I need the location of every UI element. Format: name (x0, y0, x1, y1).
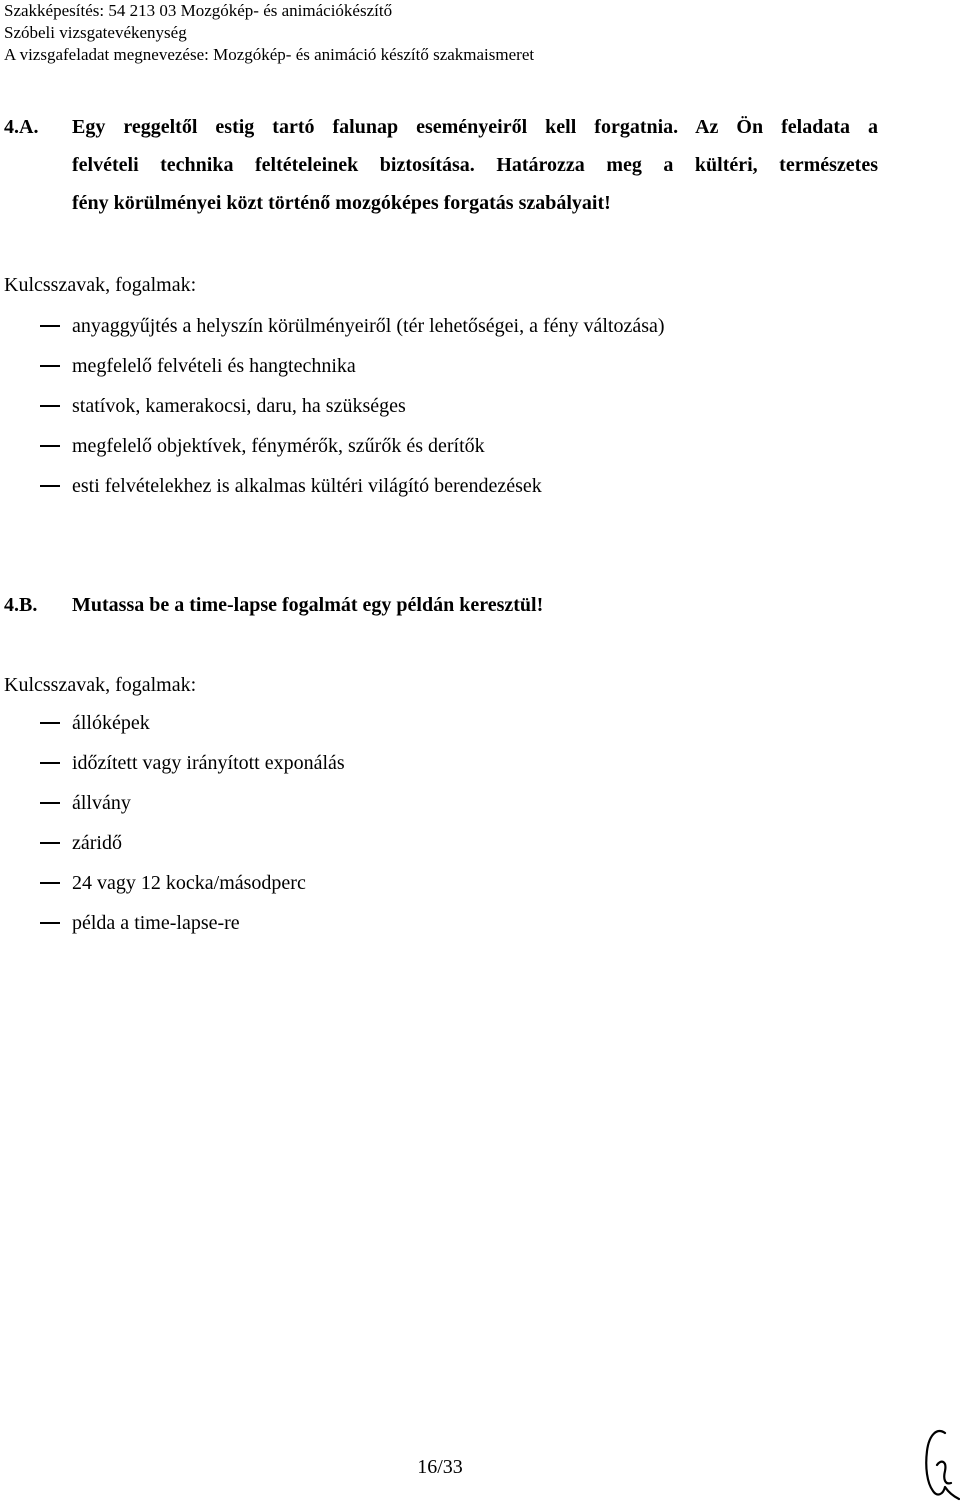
task-a-line: Egy reggeltől estig tartó falunap eseményeiről kell forgatnia. Az Ön feladata a (72, 116, 878, 138)
task-a-text (72, 108, 878, 222)
keyword-text: állóképek (72, 712, 150, 734)
header-task-name: A vizsgafeladat megnevezése: Mozgókép- és animáció készítő szakmaismeret (4, 45, 535, 64)
task-b-text: Mutassa be a time-lapse fogalmát egy példán keresztül! (72, 594, 544, 616)
dash-bullet (40, 922, 60, 924)
dash-bullet (40, 802, 60, 804)
handwritten-signature (915, 1425, 960, 1503)
task-b-keywords-title: Kulcsszavak, fogalmak: (4, 674, 197, 696)
task-a-number: 4.A. (4, 116, 39, 138)
task-a-line: fény körülményei közt történő mozgóképes forgatás szabályait! (72, 192, 611, 214)
dash-bullet (40, 405, 60, 407)
keyword-text: záridő (72, 832, 122, 854)
header-qualification: Szakképesítés: 54 213 03 Mozgókép- és animációkészítő (4, 1, 393, 20)
page-number: 16/33 (417, 1456, 463, 1478)
keyword-text: esti felvételekhez is alkalmas kültéri világító berendezések (72, 475, 542, 497)
dash-bullet (40, 722, 60, 724)
dash-bullet (40, 842, 60, 844)
dash-bullet (40, 445, 60, 447)
keyword-text: példa a time-lapse-re (72, 912, 240, 934)
task-a-line: felvételi technika feltételeinek biztosítása. Határozza meg a kültéri, természetes (72, 154, 878, 176)
task-b-number: 4.B. (4, 594, 38, 616)
keyword-text: időzített vagy irányított exponálás (72, 752, 345, 774)
keyword-text: anyaggyűjtés a helyszín körülményeiről (tér lehetőségei, a fény változása) (72, 315, 665, 337)
dash-bullet (40, 365, 60, 367)
keyword-text: 24 vagy 12 kocka/másodperc (72, 872, 306, 894)
header-exam-activity: Szóbeli vizsgatevékenység (4, 23, 187, 42)
dash-bullet (40, 325, 60, 327)
dash-bullet (40, 882, 60, 884)
keyword-text: megfelelő felvételi és hangtechnika (72, 355, 356, 377)
dash-bullet (40, 762, 60, 764)
task-a-keywords-title: Kulcsszavak, fogalmak: (4, 274, 197, 296)
document-header (4, 0, 534, 66)
keyword-text: megfelelő objektívek, fénymérők, szűrők és derítők (72, 435, 485, 457)
dash-bullet (40, 485, 60, 487)
keyword-text: állvány (72, 792, 131, 814)
keyword-text: statívok, kamerakocsi, daru, ha szükséges (72, 395, 406, 417)
